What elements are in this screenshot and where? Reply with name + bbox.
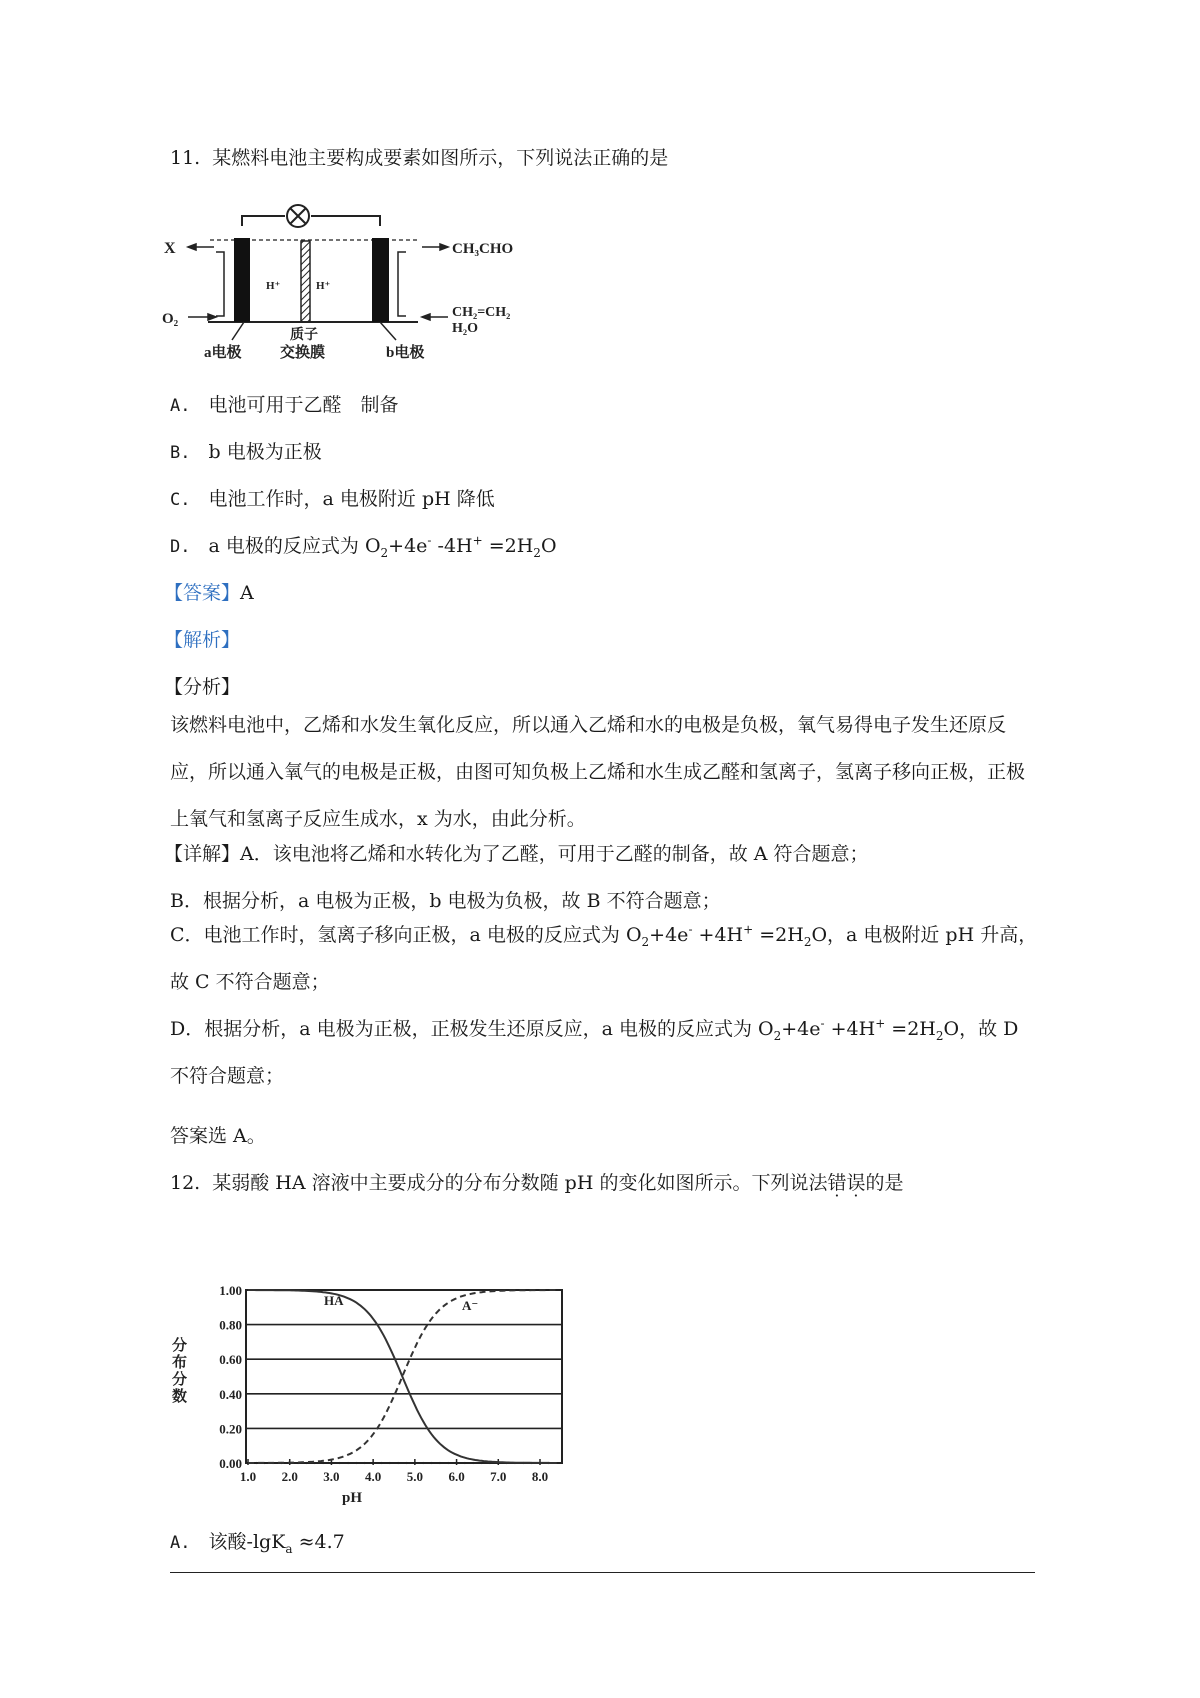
x-minor-tick bbox=[439, 1462, 441, 1464]
x-minor-tick bbox=[422, 1462, 424, 1464]
label-water: H₂O bbox=[452, 321, 478, 336]
x-tick-label: 4.0 bbox=[365, 1469, 382, 1484]
q11-option-c bbox=[170, 487, 495, 512]
x-minor-tick bbox=[447, 1462, 449, 1464]
electrode-b bbox=[372, 238, 389, 322]
label-electrode-a: a电极 bbox=[204, 345, 242, 361]
detail-d: D．根据分析，a 电极为正极，正极发生还原反应，a 电极的反应式为 $O_2+4e^- +4H^+ =2H_2O$，故 D 不符合题意； bbox=[170, 1016, 1019, 1087]
distribution-chart bbox=[160, 1280, 580, 1520]
option-letter: B. bbox=[170, 443, 191, 463]
q12-option-a bbox=[170, 1530, 345, 1555]
x-minor-tick bbox=[414, 1462, 416, 1464]
y-label-char: 分 bbox=[172, 1372, 188, 1388]
q11-stem bbox=[170, 146, 668, 170]
series-label-a-minus: A⁻ bbox=[462, 1298, 479, 1313]
footer-rule bbox=[170, 1572, 1035, 1573]
x-tick-label: 7.0 bbox=[490, 1469, 507, 1484]
y-tick-label: 0.80 bbox=[219, 1317, 242, 1333]
y-tick-label: 0.00 bbox=[219, 1456, 242, 1471]
label-electrode-b: b电极 bbox=[386, 345, 425, 361]
answer-value: A bbox=[240, 582, 254, 604]
x-minor-tick bbox=[339, 1462, 341, 1464]
detail-label: 【详解】 bbox=[164, 843, 241, 865]
option-text: 该酸-lgK$_a$ ≈4.7 bbox=[208, 1531, 345, 1556]
x-minor-tick bbox=[405, 1462, 407, 1464]
fuel-cell-diagram bbox=[160, 200, 540, 375]
x-minor-tick bbox=[322, 1462, 324, 1464]
proton-exchange-membrane bbox=[301, 241, 310, 322]
option-text: 电池可用于乙醛 制备 bbox=[208, 394, 399, 416]
circuit-wire bbox=[242, 216, 380, 226]
y-label-char: 分 bbox=[172, 1338, 188, 1354]
x-minor-tick bbox=[430, 1462, 432, 1464]
q11-option-a bbox=[170, 393, 399, 418]
y-label-char: 布 bbox=[172, 1355, 188, 1371]
x-axis-label: pH bbox=[341, 1490, 363, 1506]
y-tick-label: 0.20 bbox=[219, 1421, 242, 1437]
x-minor-tick bbox=[397, 1462, 399, 1464]
detail-a: 【详解】A．该电池将乙烯和水转化为了乙醛，可用于乙醛的制备，故 A 符合题意； bbox=[164, 843, 869, 865]
option-letter: C. bbox=[170, 490, 191, 510]
option-text: 电池工作时，a 电极附近 pH 降低 bbox=[208, 488, 495, 510]
option-letter: A. bbox=[170, 396, 191, 416]
x-minor-tick bbox=[472, 1462, 474, 1464]
analysis-label: 【解析】 bbox=[164, 629, 241, 651]
option-text: a 电极的反应式为 $O_2+4e^-$ $-4H^+ =2H_2O$ bbox=[208, 533, 557, 560]
q12-stem bbox=[170, 1171, 904, 1195]
q11-option-d bbox=[170, 534, 557, 559]
y-tick-label: 0.40 bbox=[219, 1386, 242, 1402]
x-minor-tick bbox=[389, 1462, 391, 1464]
label-h-plus-right: H⁺ bbox=[316, 280, 331, 292]
x-minor-tick bbox=[347, 1462, 349, 1464]
x-minor-tick bbox=[255, 1462, 257, 1464]
x-minor-tick bbox=[380, 1462, 382, 1464]
answer-line bbox=[164, 581, 254, 605]
series-label-ha: HA bbox=[324, 1293, 344, 1308]
y-axis-label bbox=[172, 1336, 187, 1405]
fenxi-label: 【分析】 bbox=[164, 676, 241, 698]
x-minor-tick bbox=[372, 1462, 374, 1464]
series-line-ha bbox=[248, 1290, 557, 1463]
x-tick-label: 6.0 bbox=[448, 1469, 465, 1484]
y-label-char: 数 bbox=[172, 1389, 188, 1405]
label-ch3cho: CH₃CHO bbox=[452, 241, 514, 257]
electrode-a bbox=[234, 238, 250, 322]
y-tick-label: 1.00 bbox=[219, 1283, 242, 1298]
q12-number: 12. bbox=[170, 1172, 201, 1194]
conclusion: 答案选 A。 bbox=[170, 1125, 266, 1147]
option-text: b 电极为正极 bbox=[208, 441, 322, 463]
x-minor-tick bbox=[330, 1462, 332, 1464]
label-h-plus-left: H⁺ bbox=[266, 280, 281, 292]
option-letter: D. bbox=[170, 537, 191, 557]
plot-frame bbox=[246, 1290, 562, 1463]
option-letter: A. bbox=[170, 1533, 191, 1553]
x-tick-label: 2.0 bbox=[281, 1469, 298, 1484]
x-minor-tick bbox=[455, 1462, 457, 1464]
x-minor-tick bbox=[355, 1462, 357, 1464]
detail-c: C．电池工作时，氢离子移向正极，a 电极的反应式为 $O_2+4e^- +4H^+ =2H_2O$，a 电极附近 pH 升高，故 C 不符合题意； bbox=[170, 922, 1038, 993]
x-minor-tick bbox=[481, 1462, 483, 1464]
label-ethylene: CH₂=CH₂ bbox=[452, 305, 511, 320]
y-tick-label: 0.60 bbox=[219, 1352, 242, 1368]
q11-number: 11. bbox=[170, 147, 201, 169]
label-membrane-2: 交换膜 bbox=[280, 345, 326, 361]
q11-option-b bbox=[170, 440, 322, 465]
x-minor-tick bbox=[364, 1462, 366, 1464]
label-x: X bbox=[164, 240, 176, 257]
x-tick-label: 8.0 bbox=[531, 1469, 549, 1484]
detail-b: B．根据分析，a 电极为正极，b 电极为负极，故 B 不符合题意； bbox=[170, 890, 721, 912]
q11-stem-text: 某燃料电池主要构成要素如图所示，下列说法正确的是 bbox=[212, 147, 669, 169]
x-minor-tick bbox=[305, 1462, 307, 1464]
x-tick-label: 3.0 bbox=[323, 1469, 340, 1484]
label-membrane-1: 质子 bbox=[290, 328, 318, 343]
x-tick-label: 1.0 bbox=[239, 1469, 257, 1484]
lamp-icon bbox=[287, 205, 309, 227]
answer-label: 【答案】 bbox=[164, 582, 241, 604]
fenxi-paragraph: 该燃料电池中，乙烯和水发生氧化反应，所以通入乙烯和水的电极是负极，氧气易得电子发生还原反应，所以通入氧气的电极是正极，由图可知负极上乙烯和水生成乙醛和氢离子，氢离子移向正极，正极上氧气和氢离子反应生成水，x 为水，由此分析。 bbox=[170, 714, 1026, 830]
x-tick-label: 5.0 bbox=[406, 1469, 423, 1484]
x-minor-tick bbox=[464, 1462, 466, 1464]
q12-stem-text: 某弱酸 HA 溶液中主要成分的分布分数随 pH 的变化如图所示。下列说法错误的是 bbox=[212, 1172, 904, 1194]
label-o2: O₂ bbox=[162, 311, 179, 327]
